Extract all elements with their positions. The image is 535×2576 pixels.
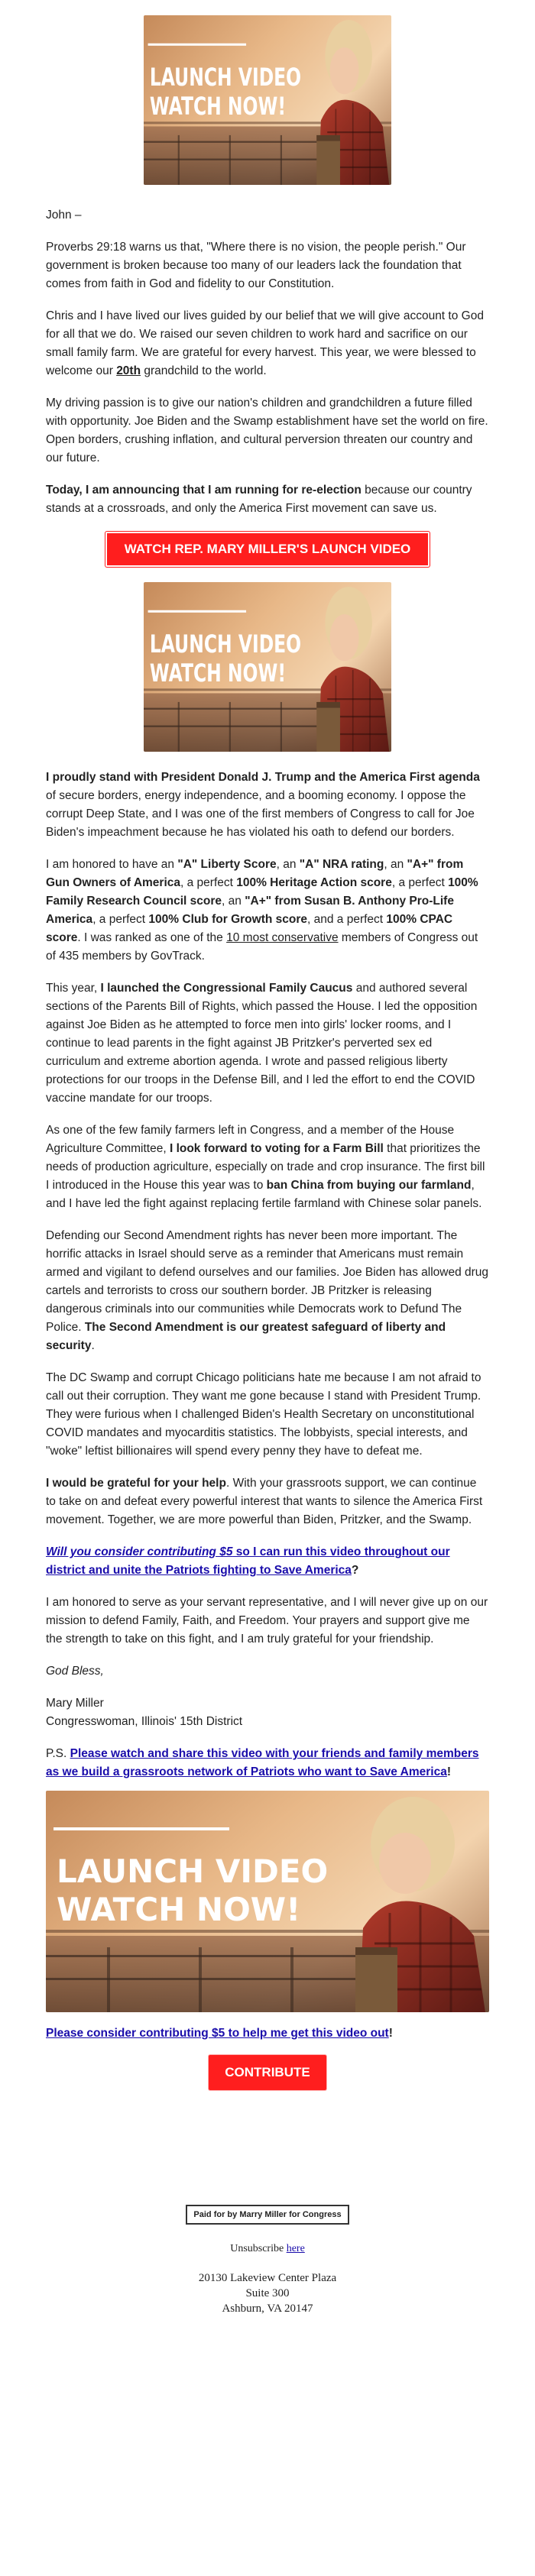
paragraph-contribute-ask: Will you consider contributing $5 so I can run this video throughout our district and unite the Patriots fighting to Save America? [46, 1545, 450, 1577]
paragraph-grateful: I would be grateful for your help. With your grassroots support, we can continue to take on and defeat every powerful interest that wants to silence the America First movement. Together, we are more powerful than Biden, Pritzker, and the Swamp. [46, 1477, 483, 1526]
footer [46, 2090, 489, 2327]
signature [46, 1694, 489, 1731]
run-video-link[interactable]: so I can run this video throughout our district and unite the Patriots fighting to Save America [46, 1545, 450, 1577]
signer-name: Mary Miller [46, 1697, 104, 1710]
paragraph-second-amendment: Defending our Second Amendment rights has never been more important. The horrific attacks in Israel should serve as a reminder that Americans must remain armed and vigilant to defend ourselves and our families. Joe Biden has allowed drug cartels and terrorists to cross our southern border. JB Pritzker is releasing dangerous criminals into our communities while Democrats work to Defund The Police. The Second Amendment is our greatest safeguard of liberty and security. [46, 1229, 489, 1352]
paragraph-scores: I am honored to have an "A" Liberty Score, an "A" NRA rating, an "A+" from Gun Owners of America, a perfect 100% Heritage Action score, a perfect 100% Family Research Council score, an "A+" from Susan B. Anthony Pro-Life America, a perfect 100% Club for Growth score, and a perfect 100% CPAC score. I was ranked as one of the 10 most conservative members of Congress out of 435 members by GovTrack. [46, 858, 478, 963]
postscript: P.S. Please watch and share this video with your friends and family members as we build a grassroots network of Patriots who want to Save America! [46, 1747, 479, 1778]
paragraph-farm-bill: As one of the few family farmers left in Congress, and a member of the House Agriculture Committee, I look forward to voting for a Farm Bill that prioritizes the needs of production agriculture, especially on trade and crop insurance. The first bill I introduced in the House this year was to ban China from buying our farmland, and I have led the fight against replacing fertile farmland with Chinese solar panels. [46, 1124, 485, 1210]
contribute-button[interactable]: CONTRIBUTE [209, 2055, 326, 2090]
paragraph-honored: I am honored to serve as your servant representative, and I will never give up on our mission to defend Family, Faith, and Freedom. Your prayers and support give me the strength to take on this fight, and I am truly grateful for your friendship. [46, 1596, 488, 1646]
signer-title: Congresswoman, Illinois' 15th District [46, 1715, 243, 1728]
launch-video-banner-middle[interactable] [144, 582, 391, 752]
launch-video-banner-top[interactable] [144, 15, 391, 185]
banner-headline-line2: WATCH NOW! [149, 92, 287, 121]
closing: God Bless, [46, 1665, 104, 1678]
mailing-address [46, 2270, 489, 2327]
paid-for-disclaimer: Paid for by Marry Miller for Congress [186, 2205, 349, 2225]
paragraph-passion: My driving passion is to give our nation's children and grandchildren a future filled with opportunity. Joe Biden and the Swamp establishment have set the world on fire. Open borders, crushing inflation, and cultural perversion threaten our country and our future. [46, 396, 488, 464]
banner-headline-line1: LAUNCH VIDEO [149, 629, 302, 659]
watch-launch-video-button[interactable]: WATCH REP. MARY MILLER'S LAUNCH VIDEO [105, 532, 430, 567]
govtrack-ranking-link[interactable]: 10 most conservative [226, 931, 339, 944]
paragraph-dc-swamp: The DC Swamp and corrupt Chicago politicians hate me because I am not afraid to call out their corruption. They want me gone because I stand with President Trump. They were furious when I challenged Biden's Health Secretary on unconstitutional COVID mandates and myocarditis statistics. The lobbyists, special interests, and "woke" leftist billionaires will spend every penny they have to defeat me. [46, 1371, 481, 1458]
share-video-link[interactable]: Please watch and share this video with your friends and family members as we build a grassroots network of Patriots who want to Save America [46, 1747, 479, 1778]
address-line-3: Ashburn, VA 20147 [222, 2303, 313, 2315]
paragraph-trump-agenda: I proudly stand with President Donald J. Trump and the America First agenda of secure borders, energy independence, and a booming economy. I oppose the corrupt Deep State, and I was one of the first members of Congress to call for Joe Biden's impeachment because he has violated his oath to defend our borders. [46, 771, 480, 839]
unsubscribe-link[interactable]: here [286, 2243, 305, 2254]
paragraph-contribute-video: Please consider contributing $5 to help me get this video out! [46, 2027, 393, 2040]
paragraph-family-caucus: This year, I launched the Congressional Family Caucus and authored several sections of the Parents Bill of Rights, which passed the House. I led the opposition against Joe Biden as he attempted to force men into girls' locker rooms, and I continue to lead parents in the fight against JB Pritzker's perverted sex ed curriculum and extreme abortion agenda. I wrote and passed religious liberty protections for our troops in the Defense Bill, and I led the effort to end the COVID vaccine mandate for our troops. [46, 982, 478, 1105]
launch-video-banner-bottom[interactable] [46, 1791, 489, 2012]
contribute-five-link[interactable]: Will you consider contributing $5 [46, 1545, 233, 1558]
salutation: John – [46, 209, 82, 222]
paragraph-proverbs: Proverbs 29:18 warns us that, "Where there is no vision, the people perish." Our government is broken because too many of our leaders lack the foundation that comes from faith in God and fidelity to our Constitution. [46, 241, 466, 290]
banner-headline-line2: WATCH NOW! [57, 1891, 301, 1928]
paragraph-family: Chris and I have lived our lives guided by our belief that we will give account to God for all that we do. We raised our seven children to work hard and sacrifice on our small family farm. We are grateful for every harvest. This year, we were blessed to welcome our 20th grandchild to the world. [46, 309, 484, 377]
address-line-2: Suite 300 [245, 2287, 290, 2299]
banner-headline-line2: WATCH NOW! [149, 659, 287, 688]
email-body [46, 15, 489, 2327]
contribute-video-link[interactable]: Please consider contributing $5 to help me get this video out [46, 2027, 389, 2040]
unsubscribe-line: Unsubscribe here [230, 2243, 305, 2254]
paragraph-announcement: Today, I am announcing that I am running for re-election because our country stands at a crossroads, and only the America First movement can save us. [46, 484, 472, 515]
address-line-1: 20130 Lakeview Center Plaza [198, 2272, 337, 2284]
banner-headline-line1: LAUNCH VIDEO [149, 63, 302, 92]
banner-headline-line1: LAUNCH VIDEO [57, 1853, 329, 1890]
